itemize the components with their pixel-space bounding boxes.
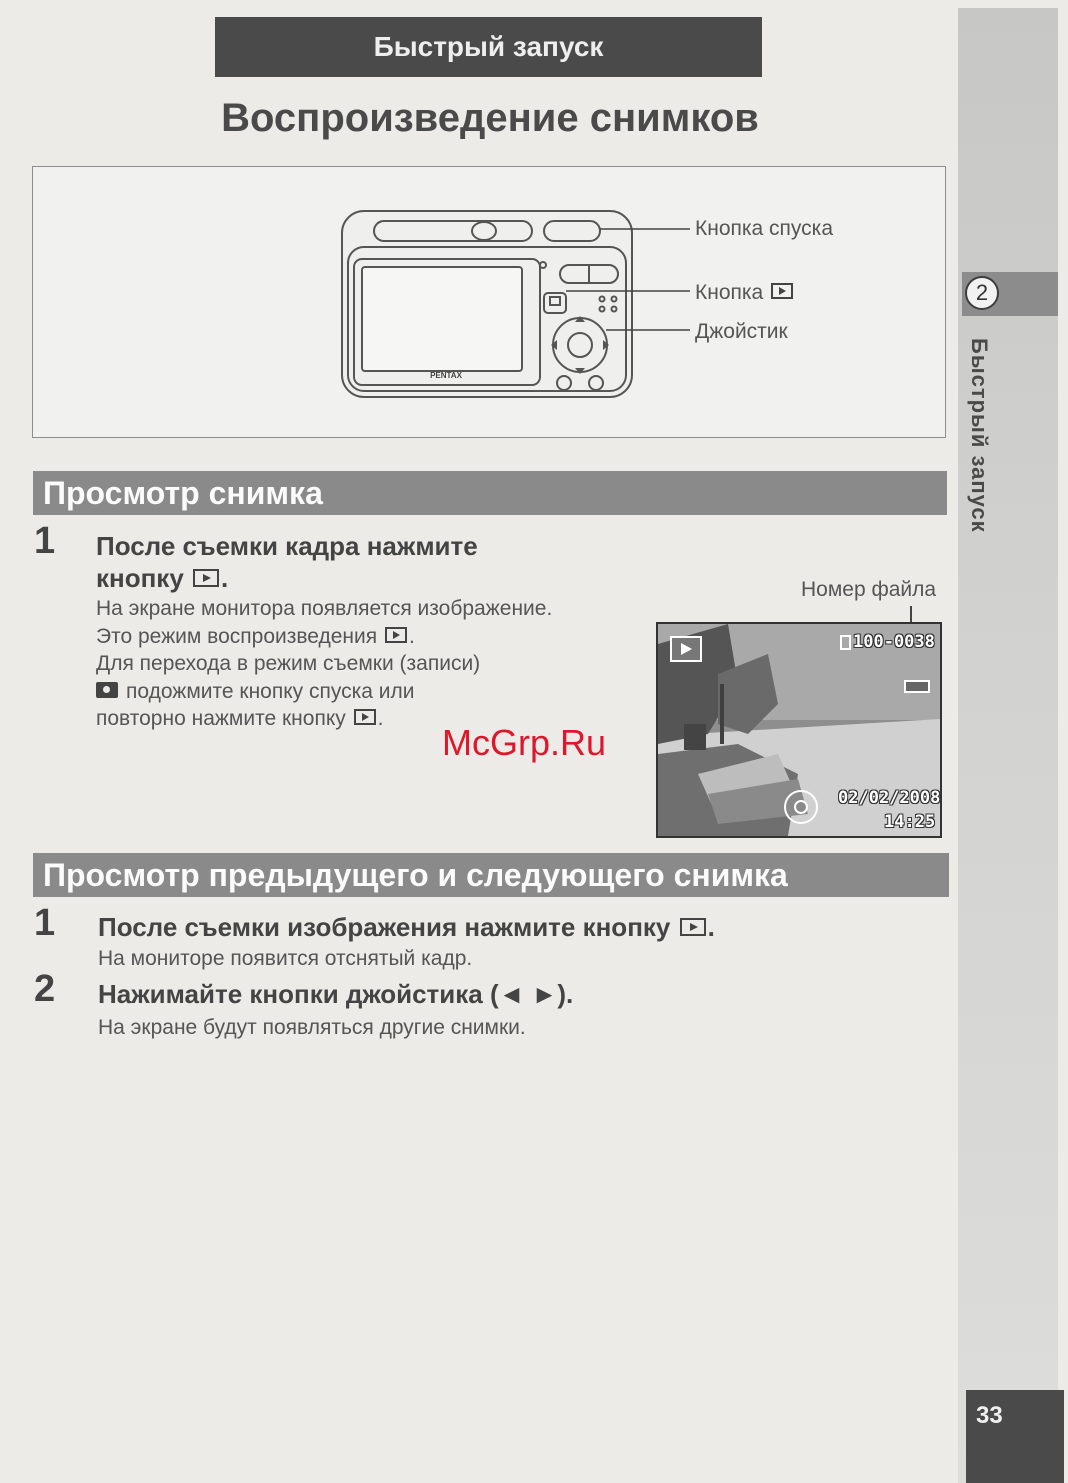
playback-icon (385, 627, 407, 643)
chapter-title-vertical: Быстрый запуск (967, 338, 992, 533)
side-strip (958, 8, 1058, 1483)
section1-step1-head-line2 (96, 563, 228, 594)
body-line-5-text: повторно нажмите кнопку (96, 707, 346, 730)
joystick-arrows: ◄ ► (498, 979, 558, 1009)
page-title: Воспроизведение снимков (221, 96, 759, 140)
section2-step1-body: На мониторе появится отснятый кадр. (98, 947, 473, 970)
section2-step1-num: 1 (34, 902, 56, 944)
body-line-4-text: подожмите кнопку спуска или (126, 679, 415, 703)
body-line-4 (96, 678, 656, 706)
body-line-2-end: . (408, 624, 415, 648)
section1-head-kn: кнопку (96, 563, 184, 593)
section2-title: Просмотр предыдущего и следующего снимка (33, 853, 949, 897)
card-icon (840, 635, 851, 650)
section2-step2-body: На экране будут появляться другие снимки. (98, 1016, 526, 1039)
playback-icon (680, 918, 706, 936)
callout-shutter-label: Кнопка спуска (695, 217, 834, 240)
camera-brand: PENTAX (430, 371, 462, 380)
section2-step2-num: 2 (34, 968, 56, 1010)
section1-step1-head-line1: После съемки кадра нажмите (96, 531, 478, 561)
joystick-icon (784, 790, 818, 824)
section2-step1-head-end: . (707, 912, 715, 942)
body-line-5-end: . (377, 707, 384, 730)
section2-step2-head-text: Нажимайте кнопки джойстика ( (98, 979, 499, 1009)
section1-step1-body (96, 595, 656, 733)
section2-step2-head-end: ). (557, 979, 574, 1009)
section2-step2-head (98, 979, 573, 1010)
screen-time: 14:25 (884, 812, 936, 832)
body-line-3: Для перехода в режим съемки (записи) (96, 652, 481, 675)
watermark: McGrp.Ru (442, 722, 607, 763)
body-line-1: На экране монитора появляется изображение. (96, 597, 553, 620)
section1-head-end: . (221, 563, 229, 593)
section2-step1-head-text: После съемки изображения нажмите кнопку (98, 912, 671, 942)
body-line-2 (96, 623, 656, 651)
callout-playback (695, 281, 795, 305)
camera-diagram (338, 205, 698, 405)
battery-icon (904, 680, 930, 693)
section2-step1-head (98, 912, 715, 943)
playback-icon (193, 569, 219, 587)
callout-playback-label: Кнопка (695, 281, 764, 304)
playback-mode-icon (670, 636, 702, 662)
playback-icon (771, 283, 793, 299)
section1-title: Просмотр снимка (33, 471, 947, 515)
screen-file-number (840, 632, 935, 652)
playback-icon (354, 709, 376, 725)
playback-screen-image (656, 622, 942, 838)
page-number: 33 (966, 1390, 1064, 1483)
section-header: Быстрый запуск (215, 17, 762, 77)
callout-joystick-label: Джойстик (695, 320, 788, 343)
screen-date: 02/02/2008 (838, 788, 941, 808)
file-number-label: Номер файла (801, 578, 937, 601)
screen-file-number-text: 100-0038 (853, 632, 935, 652)
camera-icon (96, 682, 118, 698)
chapter-number: 2 (965, 276, 999, 310)
section1-step1-num: 1 (34, 520, 56, 562)
body-line-2-text: Это режим воспроизведения (96, 624, 378, 648)
